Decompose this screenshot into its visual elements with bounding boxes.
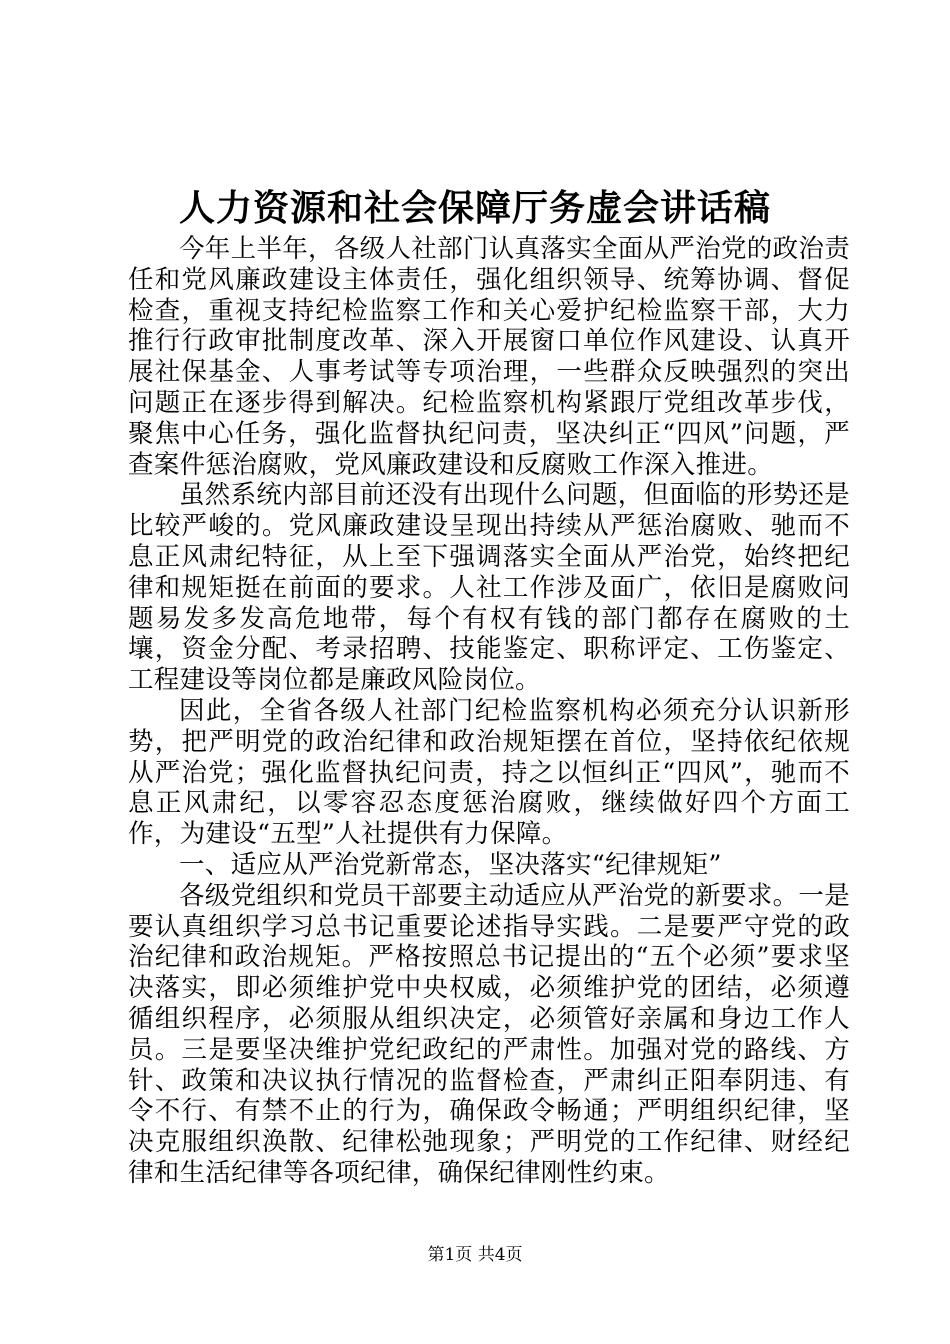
document-title: 人力资源和社会保障厅务虚会讲话稿: [178, 187, 771, 229]
paragraph-2: 虽然系统内部目前还没有出现什么问题，但面临的形势还是比较严峻的。党风廉政建设呈现出持续从严惩治腐败、驰而不息正风肃纪特征，从上至下强调落实全面从严治党，始终把纪律和规矩挺在前面的要求。人社工作涉及面广，依旧是腐败问题易发多发高危地带，每个有权有钱的部门都存在腐败的土壤，资金分配、考录招聘、技能鉴定、职称评定、工伤鉴定、工程建设等岗位都是廉政风险岗位。: [128, 480, 850, 696]
section-heading-1: 一、适应从严治党新常态，坚决落实“纪律规矩”: [179, 849, 722, 880]
paragraph-1: 今年上半年，各级人社部门认真落实全面从严治党的政治责任和党风廉政建设主体责任，强化组织领导、统筹协调、督促检查，重视支持纪检监察工作和关心爱护纪检监察干部，大力推行行政审批制度改革、深入开展窗口单位作风建设、认真开展社保基金、人事考试等专项治理，一些群众反映强烈的突出问题正在逐步得到解决。纪检监察机构紧跟厅党组改革步伐，聚焦中心任务，强化监督执纪问责，坚决纠正“四风”问题，严查案件惩治腐败，党风廉政建设和反腐败工作深入推进。: [128, 234, 850, 480]
document-body: [128, 234, 850, 1189]
paragraph-4: 各级党组织和党员干部要主动适应从严治党的新要求。一是要认真组织学习总书记重要论述指导实践。二是要严守党的政治纪律和政治规矩。严格按照总书记提出的“五个必须”要求坚决落实，即必须维护党中央权威，必须维护党的团结，必须遵循组织程序，必须服从组织决定，必须管好亲属和身边工作人员。三是要坚决维护党纪政纪的严肃性。加强对党的路线、方针、政策和决议执行情况的监督检查，严肃纠正阳奉阴违、有令不行、有禁不止的行为，确保政令畅通；严明组织纪律，坚决克服组织涣散、纪律松弛现象；严明党的工作纪律、财经纪律和生活纪律等各项纪律，确保纪律刚性约束。: [128, 880, 850, 1188]
page-footer: 第1页 共4页: [427, 1245, 523, 1265]
paragraph-3: 因此，全省各级人社部门纪检监察机构必须充分认识新形势，把严明党的政治纪律和政治规矩摆在首位，坚持依纪依规从严治党；强化监督执纪问责，持之以恒纠正“四风”，驰而不息正风肃纪，以零容忍态度惩治腐败，继续做好四个方面工作，为建设“五型”人社提供有力保障。: [128, 695, 850, 850]
